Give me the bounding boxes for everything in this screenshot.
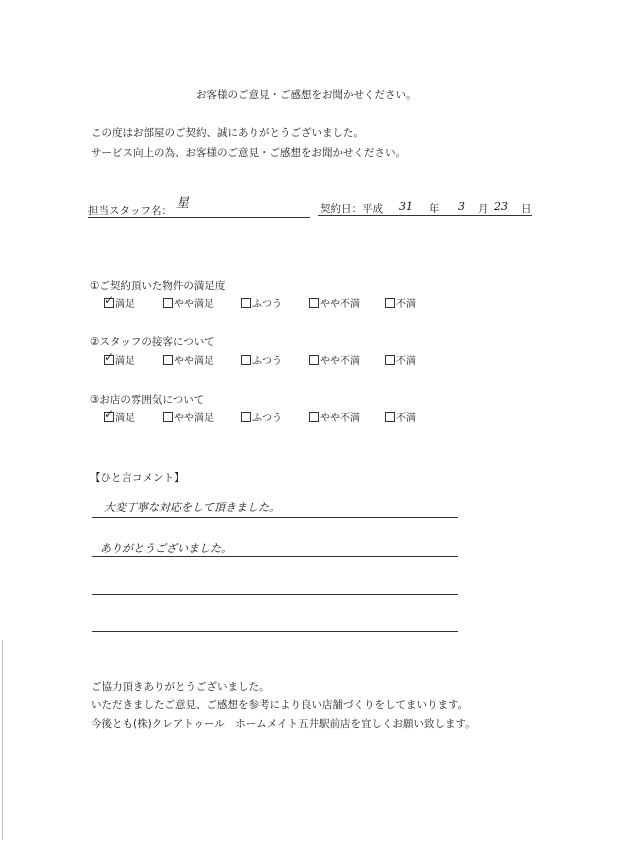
q2-checkbox-neutral[interactable] [241, 355, 251, 365]
q1-option-dissatisfied[interactable] [385, 298, 416, 311]
q3-checkbox-dissatisfied[interactable] [385, 412, 395, 422]
check-mark-icon: ✓ [104, 350, 115, 364]
q3-checkbox-satisfied[interactable] [104, 407, 115, 422]
q1-checkbox-satisfied[interactable] [104, 293, 115, 308]
contract-underline [318, 215, 532, 216]
q2-option-neutral[interactable] [241, 355, 282, 368]
q2-option-label: 満足 [115, 356, 135, 367]
staff-underline [88, 217, 310, 218]
q2-option-label: やや満足 [174, 356, 214, 367]
contract-month-label: 月 [478, 203, 489, 215]
closing-line-3: 今後とも(株)クレアトゥール ホームメイト五井駅前店を宜しくお願い致します。 [91, 718, 476, 730]
q3-option-somewhat-dissatisfied[interactable] [309, 412, 360, 425]
q2-option-label: ふつう [252, 356, 282, 367]
comment-line-3 [92, 594, 458, 595]
comment-line-2 [92, 556, 458, 557]
q1-checkbox-somewhat-satisfied[interactable] [163, 298, 173, 308]
q1-option-somewhat-dissatisfied[interactable] [309, 298, 360, 311]
q2-option-somewhat-satisfied[interactable] [163, 355, 214, 368]
q1-checkbox-dissatisfied[interactable] [385, 298, 395, 308]
question-1-label: ①ご契約頂いた物件の満足度 [90, 280, 226, 292]
q1-option-label: 満足 [115, 299, 135, 310]
q3-option-label: ふつう [252, 413, 282, 424]
q1-option-label: ふつう [252, 299, 282, 310]
check-mark-icon: ✓ [104, 293, 115, 307]
question-2-label: ②スタッフの接客について [90, 336, 215, 348]
q3-option-label: 満足 [115, 413, 135, 424]
survey-title: お客様のご意見・ご感想をお聞かせください。 [196, 89, 417, 101]
q3-checkbox-somewhat-dissatisfied[interactable] [309, 412, 319, 422]
q1-option-label: 不満 [396, 299, 416, 310]
q3-option-satisfied[interactable] [104, 407, 135, 425]
q3-option-label: やや満足 [174, 413, 214, 424]
q2-option-dissatisfied[interactable] [385, 355, 416, 368]
scan-edge-mark [2, 640, 3, 840]
q2-checkbox-dissatisfied[interactable] [385, 355, 395, 365]
q2-option-somewhat-dissatisfied[interactable] [309, 355, 360, 368]
q3-checkbox-somewhat-satisfied[interactable] [163, 412, 173, 422]
q1-option-label: やや不満 [320, 299, 360, 310]
contract-day-label: 日 [521, 203, 532, 215]
comment-line-1-text: 大変丁寧な対応をして頂きました。 [104, 501, 280, 514]
q3-option-somewhat-satisfied[interactable] [163, 412, 214, 425]
q3-option-neutral[interactable] [241, 412, 282, 425]
contract-year-label: 年 [429, 203, 440, 215]
contract-month: 3 [458, 200, 465, 213]
q3-option-label: 不満 [396, 413, 416, 424]
q3-option-dissatisfied[interactable] [385, 412, 416, 425]
comment-line-2-text: ありがとうございました。 [100, 542, 232, 555]
q1-checkbox-neutral[interactable] [241, 298, 251, 308]
question-3-label: ③お店の雰囲気について [90, 394, 205, 406]
intro-line-1: この度はお部屋のご契約、誠にありがとうございました。 [91, 127, 364, 139]
contract-label: 契約日：平成 [320, 203, 383, 215]
comment-line-4 [92, 631, 458, 632]
q2-checkbox-somewhat-satisfied[interactable] [163, 355, 173, 365]
contract-year: 31 [399, 200, 413, 213]
closing-line-2: いただきましたご意見、ご感想を参考により良い店舗づくりをしてまいります。 [91, 699, 469, 711]
staff-name: 星 [176, 196, 190, 211]
q2-checkbox-somewhat-dissatisfied[interactable] [309, 355, 319, 365]
q2-checkbox-satisfied[interactable] [104, 350, 115, 365]
q2-option-label: やや不満 [320, 356, 360, 367]
staff-label: 担当スタッフ名： [88, 205, 172, 217]
q2-option-satisfied[interactable] [104, 350, 135, 368]
q1-checkbox-somewhat-dissatisfied[interactable] [309, 298, 319, 308]
q1-option-satisfied[interactable] [104, 293, 135, 311]
q1-option-neutral[interactable] [241, 298, 282, 311]
comment-line-1 [92, 517, 458, 518]
q1-option-label: やや満足 [174, 299, 214, 310]
intro-line-2: サービス向上の為、お客様のご意見・ご感想をお聞かせください。 [91, 147, 406, 159]
q2-option-label: 不満 [396, 356, 416, 367]
comment-label: 【ひと言コメント】 [90, 472, 185, 484]
contract-day: 23 [494, 200, 508, 213]
q1-option-somewhat-satisfied[interactable] [163, 298, 214, 311]
q3-checkbox-neutral[interactable] [241, 412, 251, 422]
q3-option-label: やや不満 [320, 413, 360, 424]
check-mark-icon: ✓ [104, 407, 115, 421]
closing-line-1: ご協力頂きありがとうございました。 [91, 681, 270, 693]
